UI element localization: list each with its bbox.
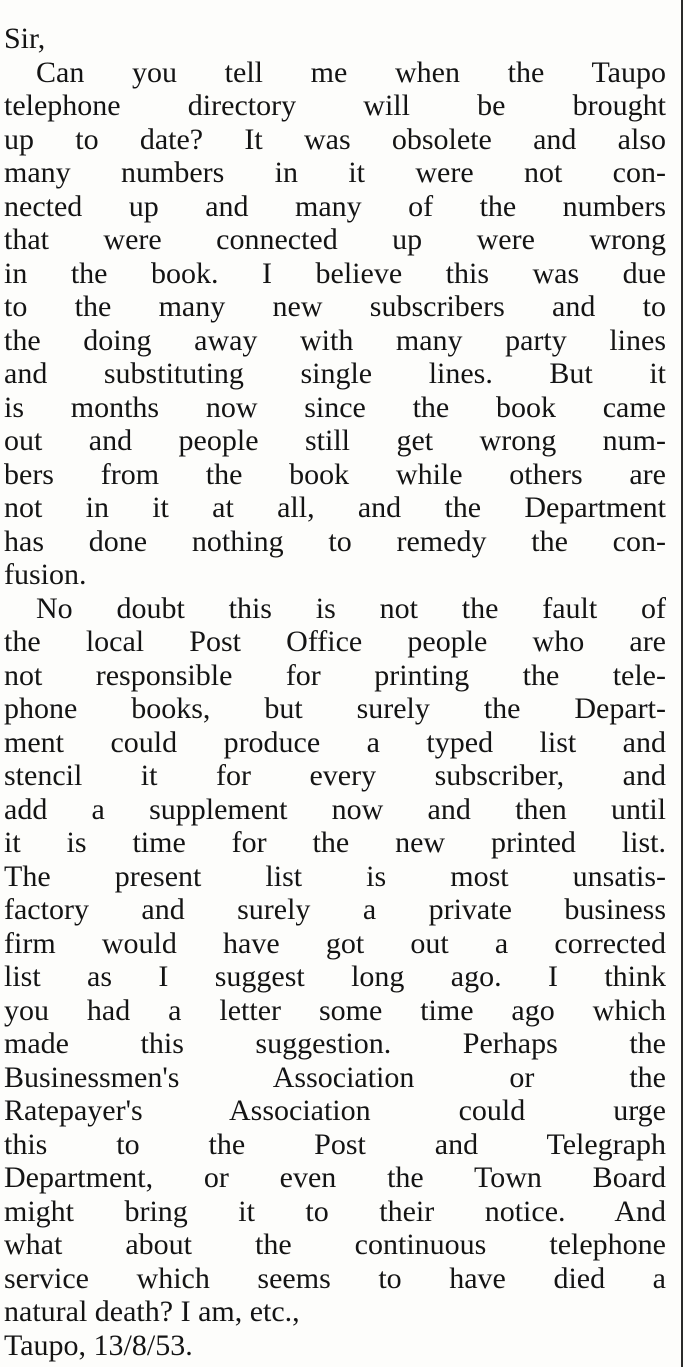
- text-line: add a supplement now and then until: [4, 792, 666, 826]
- text-line: bers from the book while others are: [4, 457, 666, 491]
- text-line: stencil it for every subscriber, and: [4, 759, 666, 792]
- text-line: Can you tell me when the Taupo: [36, 55, 666, 89]
- text-line: made this suggestion. Perhaps the: [4, 1027, 666, 1060]
- text-line: what about the continuous telephone: [4, 1228, 666, 1261]
- text-line: nected up and many of the numbers: [4, 189, 666, 223]
- text-line: phone books, but surely the Depart-: [4, 692, 666, 725]
- text-line: The present list is most unsatis-: [4, 859, 666, 893]
- column-rule: [681, 0, 683, 1367]
- text-line: in the book. I believe this was due: [4, 256, 666, 290]
- text-line: Department, or even the Town Board: [4, 1161, 666, 1194]
- text-line: telephone directory will be brought: [4, 89, 666, 122]
- text-line: that were connected up were wrong: [4, 223, 666, 256]
- text-line: natural death? I am, etc.,: [4, 1295, 300, 1328]
- text-line: might bring it to their notice. And: [4, 1194, 666, 1228]
- text-line: not responsible for printing the tele-: [4, 658, 666, 692]
- text-line: Ratepayer's Association could urge: [4, 1094, 666, 1127]
- text-line: ment could produce a typed list and: [4, 725, 666, 759]
- text-line: you had a letter some time ago which: [4, 993, 666, 1027]
- text-line: many numbers in it were not con-: [4, 156, 666, 189]
- text-line: service which seems to have died a: [4, 1261, 666, 1295]
- text-line: this to the Post and Telegraph: [4, 1127, 666, 1161]
- text-line: is months now since the book came: [4, 390, 666, 424]
- text-line: list as I suggest long ago. I think: [4, 960, 666, 993]
- text-line: has done nothing to remedy the con-: [4, 524, 666, 558]
- text-line: out and people still get wrong num-: [4, 424, 666, 457]
- text-line: the local Post Office people who are: [4, 625, 666, 658]
- salutation: Sir,: [4, 22, 46, 55]
- signoff: Taupo, 13/8/53.: [4, 1328, 193, 1362]
- text-line: up to date? It was obsolete and also: [4, 122, 666, 156]
- text-line: the doing away with many party lines: [4, 323, 666, 357]
- text-line: factory and surely a private business: [4, 893, 666, 926]
- text-line: it is time for the new printed list.: [4, 826, 666, 859]
- text-line: fusion.: [4, 558, 87, 591]
- text-line: and substituting single lines. But it: [4, 357, 666, 390]
- text-line: not in it at all, and the Department: [4, 491, 666, 524]
- text-line: Businessmen's Association or the: [4, 1060, 666, 1094]
- text-line: to the many new subscribers and to: [4, 290, 666, 323]
- paragraph-2: [4, 592, 666, 1329]
- text-line: No doubt this is not the fault of: [36, 591, 666, 625]
- letter-body: [4, 22, 666, 1362]
- text-line: firm would have got out a corrected: [4, 926, 666, 960]
- paragraph-1: [4, 56, 666, 592]
